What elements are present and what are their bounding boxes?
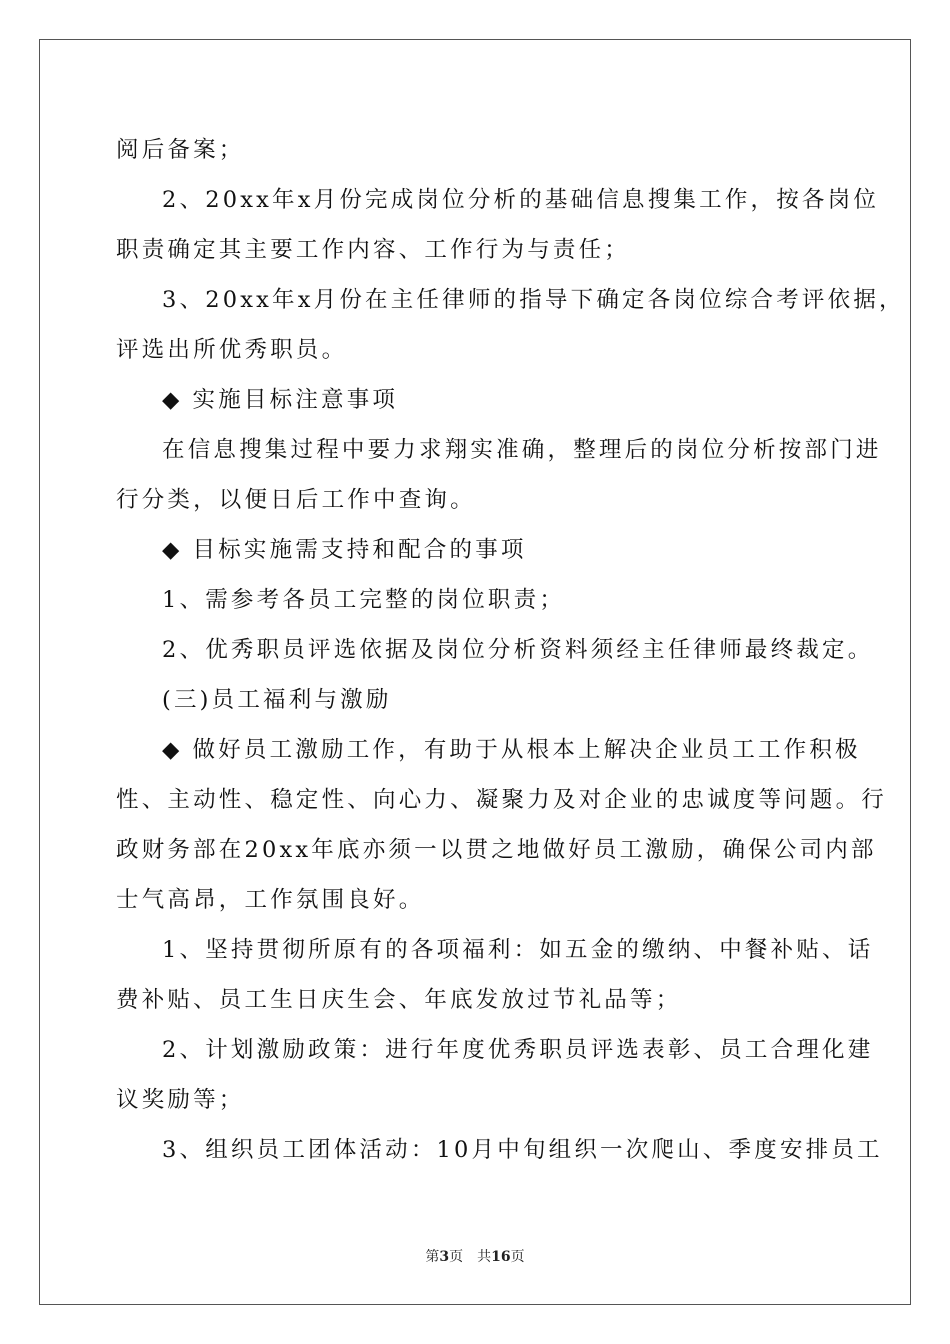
paragraph-line: 费补贴、员工生日庆生会、年底发放过节礼品等；	[116, 987, 682, 1013]
total-suffix: 页	[510, 1249, 525, 1265]
page-footer	[0, 1246, 950, 1266]
heading-text: 实施目标注意事项	[192, 387, 399, 413]
section-heading	[116, 525, 836, 575]
paragraph-line: 评选出所优秀职员。	[116, 337, 348, 363]
diamond-bullet-icon: ◆	[162, 737, 183, 763]
paragraph-line: 性、主动性、稳定性、向心力、凝聚力及对企业的忠诚度等问题。行	[116, 787, 888, 813]
section-heading	[116, 375, 836, 425]
paragraph-line: 2、20xx年x月份完成岗位分析的基础信息搜集工作，按各岗位	[162, 187, 880, 213]
paragraph-line: 议奖励等；	[116, 1087, 245, 1113]
paragraph-line: 2、计划激励政策：进行年度优秀职员评选表彰、员工合理化建	[162, 1037, 874, 1063]
diamond-bullet-icon: ◆	[162, 387, 183, 413]
page-number: 3	[439, 1249, 450, 1265]
page-suffix: 页	[449, 1249, 464, 1265]
paragraph-line	[116, 725, 861, 775]
document-body	[116, 125, 905, 1175]
paragraph-line: 在信息搜集过程中要力求翔实准确，整理后的岗位分析按部门进	[162, 437, 882, 463]
paragraph-line: 行分类，以便日后工作中查询。	[116, 487, 476, 513]
paragraph-line: 3、组织员工团体活动：10月中旬组织一次爬山、季度安排员工	[162, 1137, 883, 1163]
paragraph-line: 职责确定其主要工作内容、工作行为与责任；	[116, 237, 631, 263]
paragraph-line: 2、优秀职员评选依据及岗位分析资料须经主任律师最终裁定。	[162, 637, 874, 663]
paragraph-text: 做好员工激励工作，有助于从根本上解决企业员工工作积极	[192, 737, 861, 763]
paragraph-line: 1、需参考各员工完整的岗位职责；	[162, 587, 566, 613]
total-prefix: 共	[477, 1249, 492, 1265]
section-title: (三)员工福利与激励	[162, 687, 392, 713]
paragraph-line: 阅后备案；	[116, 137, 245, 163]
paragraph-line: 1、坚持贯彻所原有的各项福利：如五金的缴纳、中餐补贴、话	[162, 937, 874, 963]
paragraph-line: 政财务部在20xx年底亦须一以贯之地做好员工激励，确保公司内部	[116, 837, 877, 863]
total-pages: 16	[491, 1249, 511, 1265]
diamond-bullet-icon: ◆	[162, 537, 183, 563]
paragraph-line: 士气高昂，工作氛围良好。	[116, 887, 425, 913]
heading-text: 目标实施需支持和配合的事项	[192, 537, 527, 563]
paragraph-line: 3、20xx年x月份在主任律师的指导下确定各岗位综合考评依据，	[162, 287, 905, 313]
page-prefix: 第	[425, 1249, 440, 1265]
